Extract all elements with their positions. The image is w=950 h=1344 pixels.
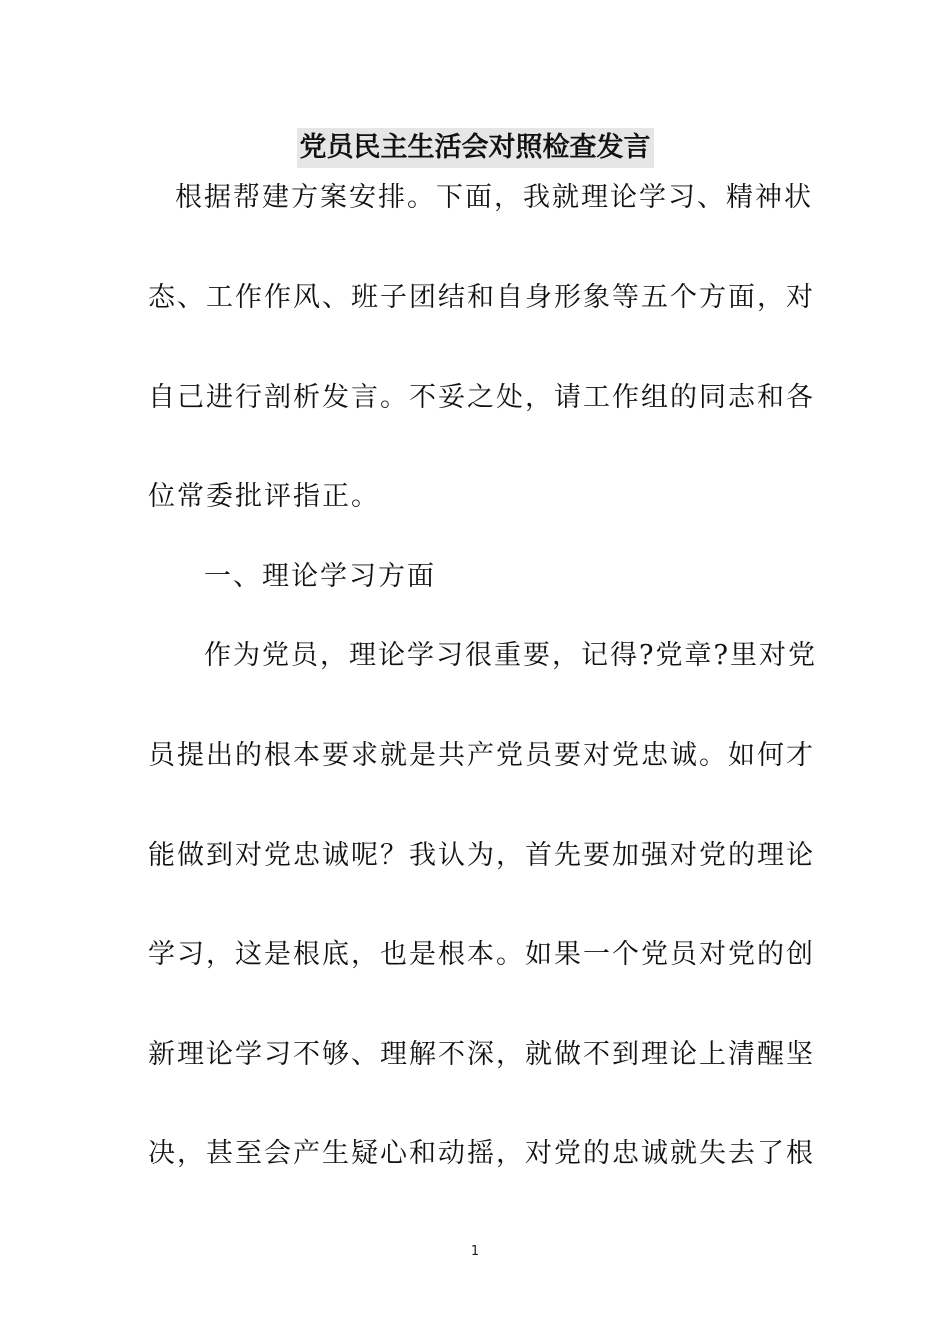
paragraph-line: 态、工作作风、班子团结和自身形象等五个方面，对 bbox=[148, 282, 815, 313]
paragraph-line: 自己进行剖析发言。不妥之处，请工作组的同志和各 bbox=[148, 382, 815, 413]
paragraph-line: 位常委批评指正。 bbox=[148, 481, 380, 512]
paragraph-line: 根据帮建方案安排。下面，我就理论学习、精神状 bbox=[175, 182, 813, 213]
paragraph-line: 作为党员，理论学习很重要，记得?党章?里对党 bbox=[204, 640, 817, 671]
paragraph-line: 员提出的根本要求就是共产党员要对党忠诚。如何才 bbox=[148, 740, 815, 771]
section-heading: 一、理论学习方面 bbox=[204, 561, 436, 592]
page-number: 1 bbox=[470, 1244, 480, 1259]
paragraph-line: 学习，这是根底，也是根本。如果一个党员对党的创 bbox=[148, 939, 815, 970]
paragraph-line: 新理论学习不够、理解不深，就做不到理论上清醒坚 bbox=[148, 1039, 815, 1070]
paragraph-line: 能做到对党忠诚呢？我认为，首先要加强对党的理论 bbox=[148, 840, 815, 871]
document-title: 党员民主生活会对照检查发言 bbox=[297, 128, 654, 168]
paragraph-line: 决，甚至会产生疑心和动摇，对党的忠诚就失去了根 bbox=[148, 1138, 815, 1169]
title-container bbox=[0, 128, 950, 168]
